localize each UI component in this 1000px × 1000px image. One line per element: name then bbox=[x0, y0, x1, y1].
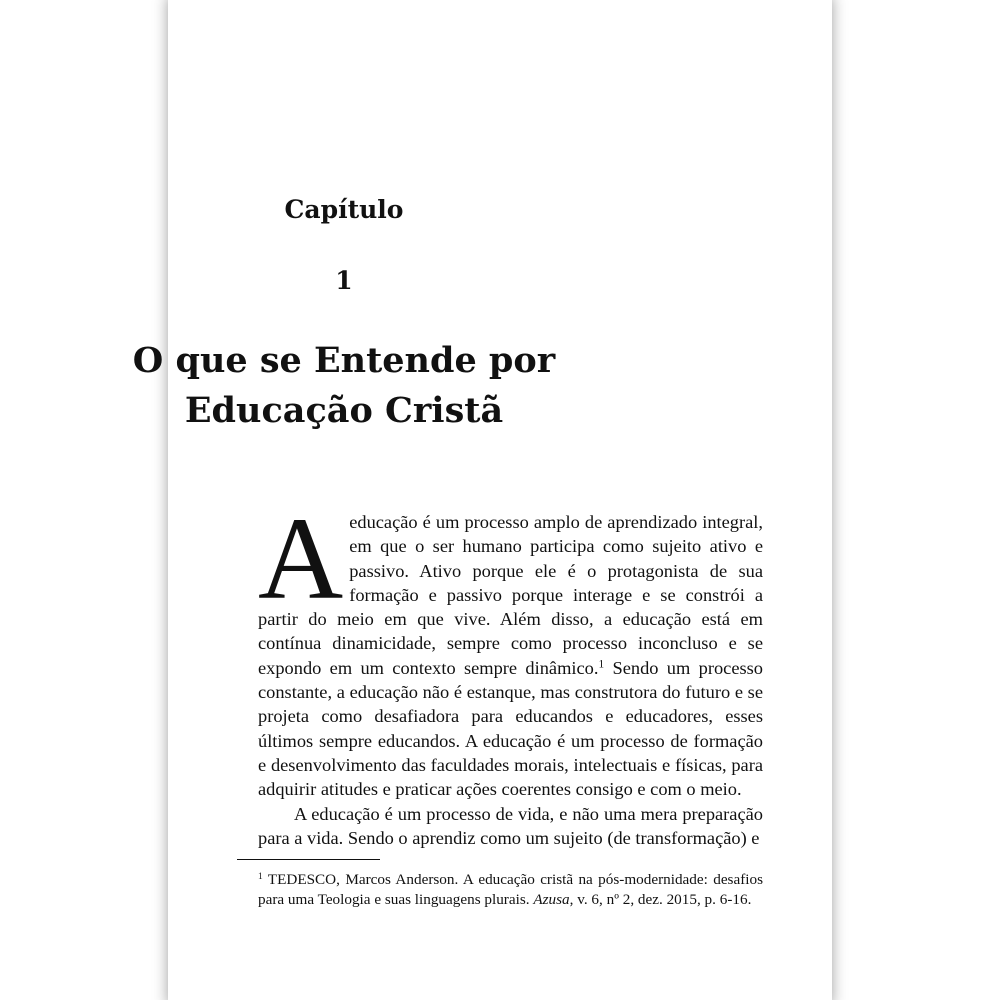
chapter-title-line-2: Educação Cristã bbox=[184, 390, 504, 431]
paragraph-1-text-b: Sendo um processo constante, a educação não é estanque, mas construtora do futuro e se projeta como desafiadora para educandos e educadores, esses últimos sempre educandos. A educação é um processo de formação e desenvolvimento das faculdades morais, intelectuais e físicas, para adquirir atitudes e praticar ações coerentes consigo e com o meio. bbox=[258, 657, 763, 800]
footnote-divider bbox=[237, 859, 380, 860]
footnote-reference: 1 bbox=[598, 658, 605, 671]
paragraph-1 bbox=[258, 493, 763, 802]
footnote-text-b: , v. 6, nº 2, dez. 2015, p. 6-16. bbox=[569, 891, 752, 908]
paragraph-2: A educação é um processo de vida, e não uma mera preparação para a vida. Sendo o aprendiz como um sujeito (de transformação) e bbox=[258, 803, 763, 848]
drop-cap: A bbox=[258, 493, 344, 624]
chapter-number: 1 bbox=[335, 266, 353, 295]
chapter-title bbox=[0, 336, 688, 436]
footnote-journal: Azusa bbox=[533, 891, 570, 908]
footnote-text-a: TEDESCO, Marcos Anderson. A educação cristã na pós-modernidade: desafios para uma Teologia e suas linguagens plurais. bbox=[258, 871, 763, 908]
chapter-label: Capítulo bbox=[284, 195, 404, 224]
body-text bbox=[258, 493, 763, 850]
footnote-number: 1 bbox=[258, 871, 263, 882]
footnote bbox=[258, 870, 763, 910]
chapter-title-line-1: O que se Entende por bbox=[132, 340, 556, 381]
paragraph-1-text-a: educação é um processo amplo de aprendizado integral, em que o ser humano participa como sujeito ativo e passivo. Ativo porque ele é o protagonista de sua formação e passivo porque interage e se constrói a partir do meio em que vive. Além disso, a educação está em contínua dinamicidade, sempre como processo inconcluso e se expondo em um contexto sempre dinâmico. bbox=[258, 512, 763, 678]
